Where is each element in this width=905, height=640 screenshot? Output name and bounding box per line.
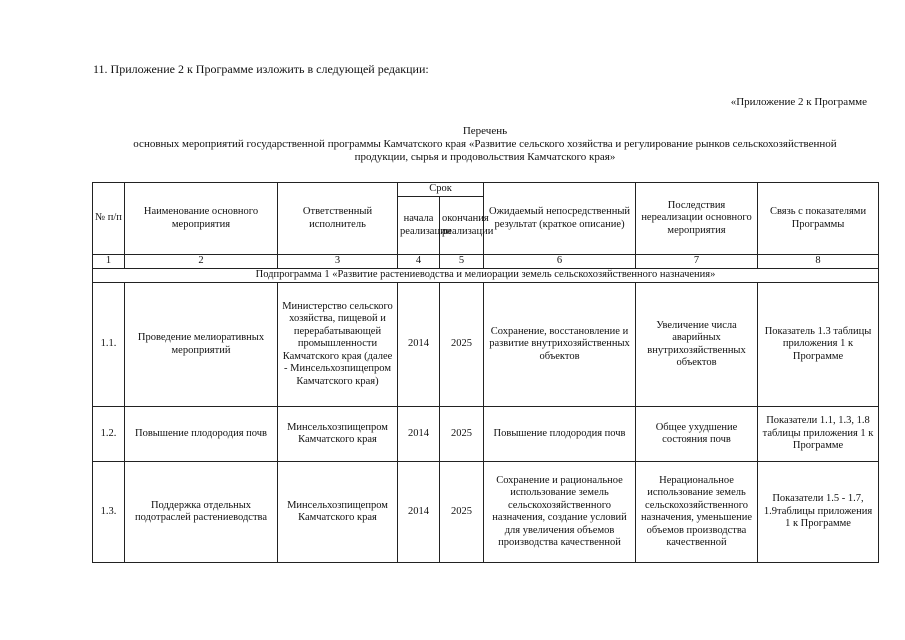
header-link: Связь с показателями Программы — [758, 183, 879, 255]
row-consequences: Нерациональное использование земель сельскохозяйственного назначения, уменьшение объемов производства качественной — [636, 462, 758, 563]
table-row — [93, 407, 879, 462]
title-line-1: Перечень — [462, 125, 508, 137]
document-title — [92, 125, 878, 164]
column-number: 5 — [440, 255, 484, 269]
table-row — [93, 462, 879, 563]
row-executor: Министерство сельского хозяйства, пищевой и перерабатывающей промышленности Камчатского края (далее - Минсельхозпищепром Камчатского края) — [278, 283, 398, 407]
column-number: 8 — [758, 255, 879, 269]
header-consequences: Последствия нереализации основного мероприятия — [636, 183, 758, 255]
header-end: окончания реализации — [440, 197, 484, 255]
header-num: № п/п — [93, 183, 125, 255]
measures-table — [92, 182, 879, 563]
row-num: 1.3. — [93, 462, 125, 563]
title-line-3: продукции, сырья и продовольствия Камчатского края» — [354, 151, 616, 163]
row-result: Сохранение, восстановление и развитие внутрихозяйственных объектов — [484, 283, 636, 407]
row-start: 2014 — [398, 283, 440, 407]
column-number: 2 — [125, 255, 278, 269]
row-link: Показатели 1.1, 1.3, 1.8 таблицы приложения 1 к Программе — [758, 407, 879, 462]
subprogram-title: Подпрограмма 1 «Развитие растениеводства и мелиорации земель сельскохозяйственного назначения» — [93, 269, 879, 283]
header-row-1 — [93, 183, 879, 197]
row-link: Показатель 1.3 таблицы приложения 1 к Программе — [758, 283, 879, 407]
subprogram-row — [93, 269, 879, 283]
header-term: Срок — [398, 183, 484, 197]
column-number: 4 — [398, 255, 440, 269]
row-num: 1.2. — [93, 407, 125, 462]
header-executor: Ответственный исполнитель — [278, 183, 398, 255]
row-consequences: Увеличение числа аварийных внутрихозяйственных объектов — [636, 283, 758, 407]
appendix-reference: «Приложение 2 к Программе — [730, 96, 867, 108]
row-start: 2014 — [398, 407, 440, 462]
column-number: 3 — [278, 255, 398, 269]
header-start: начала реализации — [398, 197, 440, 255]
title-line-2: основных мероприятий государственной программы Камчатского края «Развитие сельского хозяйства и регулирование рынков сельскохозяйственной — [133, 138, 837, 150]
row-result: Сохранение и рациональное использование земель сельскохозяйственного назначения, создание условий для увеличения объемов производства качественной — [484, 462, 636, 563]
row-end: 2025 — [440, 407, 484, 462]
row-consequences: Общее ухудшение состояния почв — [636, 407, 758, 462]
column-number: 6 — [484, 255, 636, 269]
header-name: Наименование основного мероприятия — [125, 183, 278, 255]
row-result: Повышение плодородия почв — [484, 407, 636, 462]
column-number: 1 — [93, 255, 125, 269]
row-end: 2025 — [440, 283, 484, 407]
row-link: Показатели 1.5 - 1.7, 1.9таблицы приложения 1 к Программе — [758, 462, 879, 563]
row-name: Повышение плодородия почв — [125, 407, 278, 462]
table-row — [93, 283, 879, 407]
intro-paragraph: 11. Приложение 2 к Программе изложить в следующей редакции: — [93, 62, 429, 76]
row-start: 2014 — [398, 462, 440, 563]
row-num: 1.1. — [93, 283, 125, 407]
row-end: 2025 — [440, 462, 484, 563]
header-result: Ожидаемый непосредственный результат (краткое описание) — [484, 183, 636, 255]
row-name: Проведение мелиоративных мероприятий — [125, 283, 278, 407]
row-name: Поддержка отдельных подотраслей растениеводства — [125, 462, 278, 563]
row-executor: Минсельхозпищепром Камчатского края — [278, 462, 398, 563]
row-executor: Минсельхозпищепром Камчатского края — [278, 407, 398, 462]
column-numbers-row — [93, 255, 879, 269]
column-number: 7 — [636, 255, 758, 269]
